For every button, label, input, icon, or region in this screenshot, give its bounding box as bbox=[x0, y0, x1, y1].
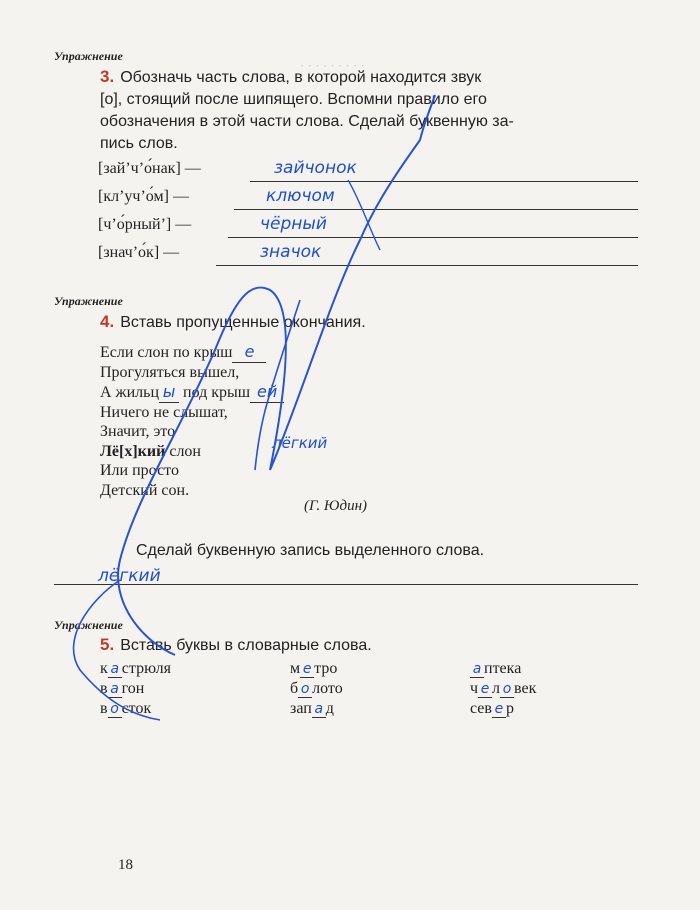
handwritten-answer: ключом bbox=[266, 186, 335, 206]
poem-author: (Г. Юдин) bbox=[304, 498, 368, 514]
exercise-label: Упражнение bbox=[54, 294, 123, 308]
ending-blank: е bbox=[232, 342, 266, 363]
dictionary-word: ч е л о век bbox=[470, 680, 537, 697]
poem-line: Значит, это bbox=[100, 423, 176, 440]
poem-line: Ничего не слышат, bbox=[100, 403, 228, 421]
page-number: 18 bbox=[118, 857, 133, 873]
instruction-line: обозначения в этой части слова. Сделай буквенную за- bbox=[100, 113, 514, 130]
bleed-through-text: · · · · · · · · · bbox=[300, 58, 365, 73]
transcription: [знач’о́к] — bbox=[98, 244, 180, 261]
transcription: [кл’уч’о́м] — bbox=[98, 188, 189, 205]
letter-blank: а bbox=[312, 701, 326, 718]
poem-line: Детский сон. bbox=[100, 481, 190, 499]
instruction-text: Вставь буквы в словарные слова. bbox=[120, 637, 372, 654]
dictionary-word: зап а д bbox=[290, 700, 334, 717]
letter-blank: а bbox=[108, 661, 122, 678]
dictionary-word: м е тро bbox=[290, 660, 338, 677]
letter-blank: а bbox=[108, 681, 122, 698]
poem-line: Лё[х]кий слон лёгкий bbox=[100, 433, 328, 460]
handwritten-note: лёгкий bbox=[272, 433, 328, 452]
letter-blank: е bbox=[492, 701, 506, 718]
highlighted-word: Лё[х]кий bbox=[100, 442, 166, 460]
letter-blank: о bbox=[500, 681, 514, 698]
ending-blank: ы bbox=[159, 382, 179, 403]
dictionary-word: в о сток bbox=[100, 700, 152, 717]
transcription: [зай’ч’о́нак] — bbox=[98, 160, 201, 177]
instruction-line: Обозначь часть слова, в которой находится звук bbox=[120, 69, 482, 86]
letter-blank: е bbox=[478, 681, 492, 698]
dictionary-word: в а гон bbox=[100, 680, 145, 697]
poem-line: А жильц ы под крыш ей bbox=[100, 382, 284, 403]
letter-blank: е bbox=[300, 661, 314, 678]
exercise-number: 5. bbox=[100, 635, 115, 654]
letter-blank: о bbox=[108, 701, 122, 718]
exercise-label: Упражнение bbox=[54, 618, 123, 632]
exercise-number: 3. bbox=[100, 67, 115, 86]
dictionary-word: сев е р bbox=[470, 700, 514, 717]
handwritten-answer: зайчонок bbox=[274, 158, 357, 178]
letter-blank: о bbox=[298, 681, 312, 698]
dictionary-word: к а стрюля bbox=[100, 660, 171, 677]
exercise-label: Упражнение bbox=[54, 49, 123, 63]
instruction-text: Вставь пропущенные окончания. bbox=[120, 314, 366, 331]
transcription: [ч’о́рный’] — bbox=[98, 216, 192, 233]
poem-line: Если слон по крыш е bbox=[100, 342, 284, 363]
handwritten-answer: лёгкий bbox=[98, 566, 161, 586]
handwritten-answer: значок bbox=[260, 242, 322, 262]
dictionary-word: а птека bbox=[470, 660, 521, 678]
exercise-number: 4. bbox=[100, 312, 115, 331]
exercise-4-task: Сделай буквенную запись выделенного слова. bbox=[136, 542, 485, 559]
ending-blank: ей bbox=[250, 382, 284, 403]
letter-blank: а bbox=[470, 661, 484, 678]
poem-line: Или просто bbox=[100, 462, 179, 479]
handwritten-answer: чёрный bbox=[260, 214, 327, 234]
dictionary-word: б о лото bbox=[290, 680, 343, 697]
instruction-line: пись слов. bbox=[100, 135, 178, 152]
poem-line: Прогуляться вышел, bbox=[100, 363, 240, 381]
instruction-line: [о], стоящий после шипящего. Вспомни правило его bbox=[100, 91, 487, 108]
